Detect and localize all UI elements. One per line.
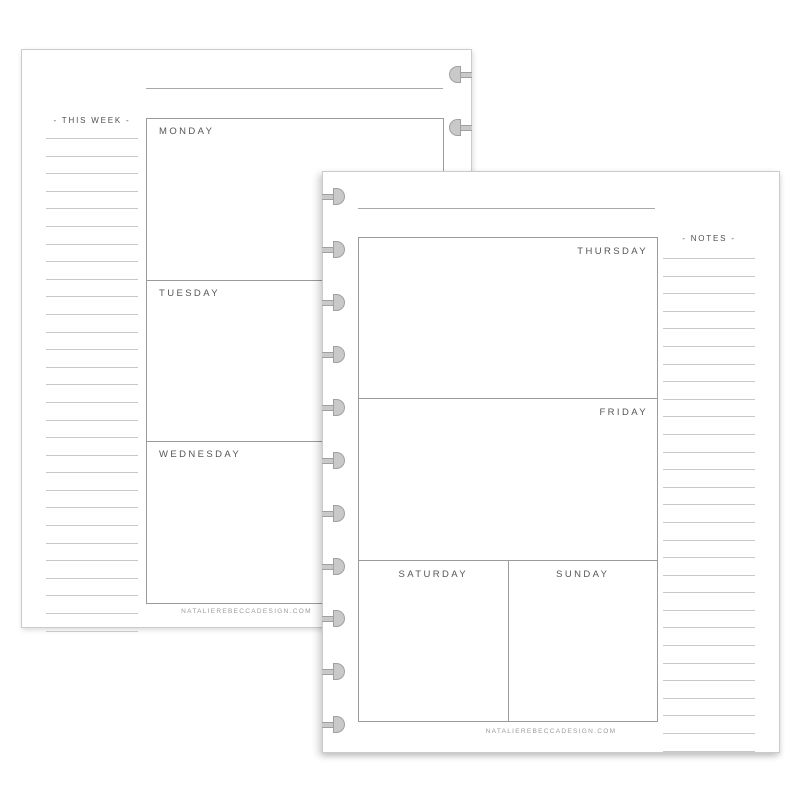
ruled-line xyxy=(46,138,138,156)
disc-punch-icon xyxy=(322,610,345,627)
ruled-line xyxy=(663,293,755,311)
ruled-line xyxy=(46,156,138,174)
disc-punch-icon xyxy=(322,188,345,205)
weekday-grid-right xyxy=(358,237,658,722)
ruled-line xyxy=(46,261,138,279)
sunday-box xyxy=(508,561,658,721)
website-footer-left: NATALIEREBECCADESIGN.COM xyxy=(181,608,312,615)
disc-punch-icon xyxy=(322,399,345,416)
sunday-label: SUNDAY xyxy=(556,568,610,580)
disc-punch-icon xyxy=(322,294,345,311)
disc-punch-icon xyxy=(322,241,345,258)
this-week-ruled-lines xyxy=(46,138,138,648)
ruled-line xyxy=(663,680,755,698)
ruled-line xyxy=(46,332,138,350)
ruled-line xyxy=(46,208,138,226)
ruled-line xyxy=(46,507,138,525)
ruled-line xyxy=(46,367,138,385)
ruled-line xyxy=(663,346,755,364)
ruled-line xyxy=(46,296,138,314)
ruled-line xyxy=(663,504,755,522)
ruled-line xyxy=(663,575,755,593)
ruled-line xyxy=(46,490,138,508)
ruled-line xyxy=(46,560,138,578)
ruled-line xyxy=(46,437,138,455)
ruled-line xyxy=(663,751,755,769)
notes-header: - NOTES - xyxy=(682,234,736,243)
ruled-line xyxy=(663,416,755,434)
monday-label: MONDAY xyxy=(159,126,215,137)
weekend-row xyxy=(359,560,657,721)
thursday-label: THURSDAY xyxy=(577,246,648,257)
disc-punch-icon xyxy=(322,452,345,469)
ruled-line xyxy=(46,631,138,649)
ruled-line xyxy=(663,452,755,470)
ruled-line xyxy=(663,258,755,276)
ruled-line xyxy=(46,613,138,631)
ruled-line xyxy=(663,540,755,558)
ruled-line xyxy=(663,645,755,663)
ruled-line xyxy=(663,627,755,645)
ruled-line xyxy=(46,384,138,402)
planner-page-right xyxy=(322,171,780,753)
ruled-line xyxy=(663,469,755,487)
notes-ruled-lines xyxy=(663,258,755,768)
disc-punch-icon xyxy=(449,119,472,136)
ruled-line xyxy=(46,226,138,244)
ruled-line xyxy=(46,472,138,490)
ruled-line xyxy=(46,173,138,191)
ruled-line xyxy=(46,420,138,438)
saturday-box xyxy=(359,561,508,721)
title-rule xyxy=(146,88,443,89)
saturday-label: SATURDAY xyxy=(398,568,469,580)
ruled-line xyxy=(663,487,755,505)
ruled-line xyxy=(663,522,755,540)
ruled-line xyxy=(46,244,138,262)
ruled-line xyxy=(663,698,755,716)
ruled-line xyxy=(663,311,755,329)
ruled-line xyxy=(46,543,138,561)
ruled-line xyxy=(663,733,755,751)
ruled-line xyxy=(46,191,138,209)
disc-punch-icon xyxy=(449,66,472,83)
ruled-line xyxy=(46,349,138,367)
disc-punch-icon xyxy=(322,346,345,363)
ruled-line xyxy=(663,328,755,346)
ruled-line xyxy=(663,592,755,610)
ruled-line xyxy=(46,279,138,297)
ruled-line xyxy=(46,578,138,596)
ruled-line xyxy=(663,364,755,382)
ruled-line xyxy=(663,610,755,628)
title-rule xyxy=(358,208,655,209)
thursday-box xyxy=(359,238,657,398)
friday-box xyxy=(359,398,657,559)
website-footer-right: NATALIEREBECCADESIGN.COM xyxy=(485,728,617,735)
disc-punch-icon xyxy=(322,505,345,522)
friday-label: FRIDAY xyxy=(599,407,648,419)
ruled-line xyxy=(663,434,755,452)
disc-punch-icon xyxy=(322,558,345,575)
ruled-line xyxy=(663,399,755,417)
this-week-header: - THIS WEEK - xyxy=(53,116,131,125)
ruled-line xyxy=(663,276,755,294)
wednesday-label: WEDNESDAY xyxy=(159,449,242,461)
disc-punch-icon xyxy=(322,663,345,680)
ruled-line xyxy=(46,314,138,332)
ruled-line xyxy=(663,663,755,681)
ruled-line xyxy=(46,525,138,543)
ruled-line xyxy=(46,402,138,420)
ruled-line xyxy=(663,381,755,399)
ruled-line xyxy=(663,557,755,575)
tuesday-label: TUESDAY xyxy=(159,287,220,299)
ruled-line xyxy=(46,455,138,473)
